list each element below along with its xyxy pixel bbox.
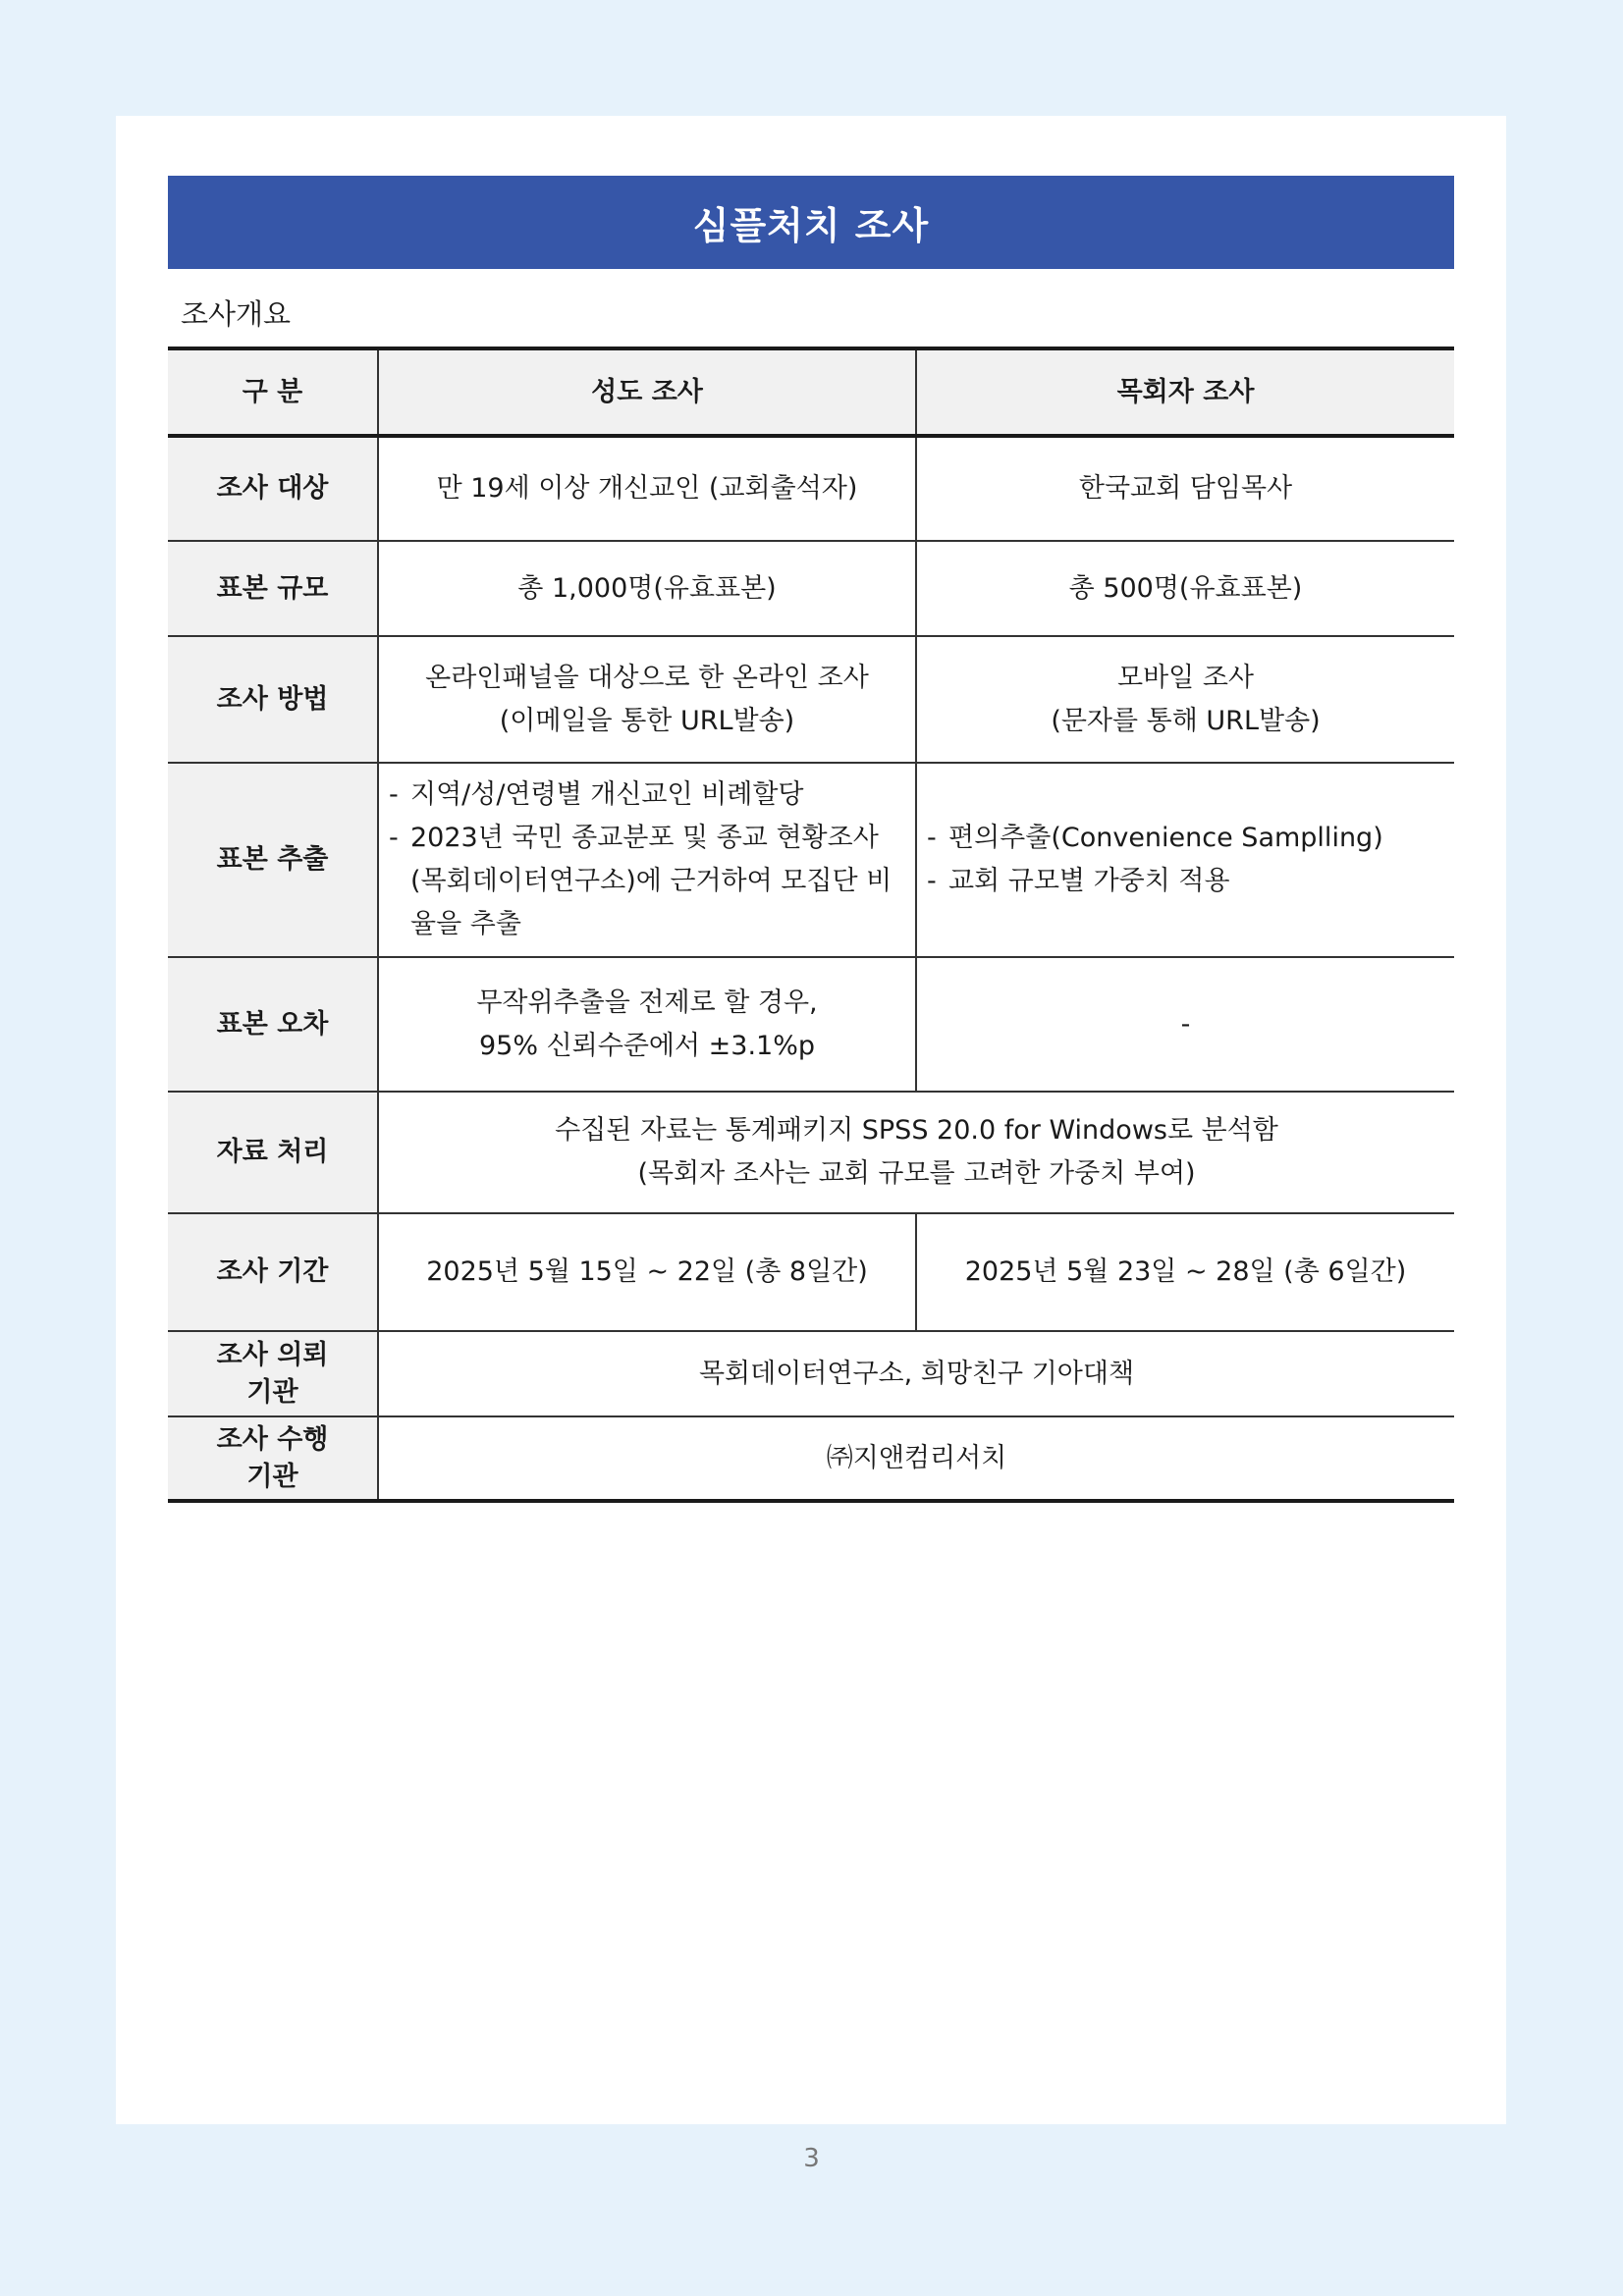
cell-line: 95% 신뢰수준에서 ±3.1%p bbox=[478, 1030, 816, 1061]
label-line: 기관 bbox=[246, 1376, 298, 1408]
row-label: 자료 처리 bbox=[168, 1092, 378, 1213]
row-label: 조사 기간 bbox=[168, 1213, 378, 1331]
list-item: - 교회 규모별 가중치 적용 bbox=[927, 860, 1444, 903]
header-pastor-survey: 목회자 조사 bbox=[916, 348, 1454, 436]
member-cell bbox=[378, 763, 916, 957]
merged-cell bbox=[378, 1092, 1454, 1213]
merged-cell: 목회데이터연구소, 희망친구 기아대책 bbox=[378, 1331, 1454, 1416]
pastor-cell: 2025년 5월 23일 ~ 28일 (총 6일간) bbox=[916, 1213, 1454, 1331]
row-label: 표본 규모 bbox=[168, 541, 378, 636]
table-row bbox=[168, 636, 1454, 763]
page-number: 3 bbox=[803, 2144, 820, 2173]
table-row bbox=[168, 1416, 1454, 1501]
pastor-cell bbox=[916, 636, 1454, 763]
header-member-survey: 성도 조사 bbox=[378, 348, 916, 436]
label-line: 기관 bbox=[246, 1461, 298, 1492]
table-row bbox=[168, 1213, 1454, 1331]
cell-line: (이메일을 통한 URL발송) bbox=[499, 705, 795, 736]
list-item: - 2023년 국민 종교분포 및 종교 현황조사(목회데이터연구소)에 근거하여 모집단 비율을 추출 bbox=[389, 817, 905, 946]
label-line: 조사 의뢰 bbox=[216, 1339, 329, 1370]
cell-line: 모바일 조사 bbox=[1117, 662, 1254, 693]
table-row bbox=[168, 1331, 1454, 1416]
table-row bbox=[168, 957, 1454, 1092]
row-label bbox=[168, 1331, 378, 1416]
table-header-row bbox=[168, 348, 1454, 436]
pastor-cell: - bbox=[916, 957, 1454, 1092]
member-cell: 2025년 5월 15일 ~ 22일 (총 8일간) bbox=[378, 1213, 916, 1331]
table-row bbox=[168, 763, 1454, 957]
bullet-list bbox=[927, 817, 1444, 903]
cell-line: 온라인패널을 대상으로 한 온라인 조사 bbox=[425, 662, 869, 693]
cell-line: 무작위추출을 전제로 할 경우, bbox=[476, 987, 818, 1018]
page-title: 심플처치 조사 bbox=[168, 176, 1454, 269]
pastor-cell: 총 500명(유효표본) bbox=[916, 541, 1454, 636]
table-row bbox=[168, 541, 1454, 636]
table-row bbox=[168, 1092, 1454, 1213]
row-label: 조사 방법 bbox=[168, 636, 378, 763]
table-row bbox=[168, 436, 1454, 541]
survey-overview-table bbox=[168, 347, 1454, 1503]
list-item: - 지역/성/연령별 개신교인 비례할당 bbox=[389, 774, 905, 817]
document-page bbox=[116, 116, 1506, 2124]
bullet-list bbox=[389, 774, 905, 946]
row-label: 조사 대상 bbox=[168, 436, 378, 541]
label-line: 조사 수행 bbox=[216, 1423, 329, 1455]
pastor-cell bbox=[916, 763, 1454, 957]
cell-line: (문자를 통해 URL발송) bbox=[1051, 705, 1321, 736]
merged-cell: ㈜지앤컴리서치 bbox=[378, 1416, 1454, 1501]
row-label: 표본 오차 bbox=[168, 957, 378, 1092]
cell-line: 수집된 자료는 통계패키지 SPSS 20.0 for Windows로 분석함 bbox=[555, 1115, 1278, 1146]
row-label: 표본 추출 bbox=[168, 763, 378, 957]
member-cell: 총 1,000명(유효표본) bbox=[378, 541, 916, 636]
section-label: 조사개요 bbox=[181, 297, 292, 331]
member-cell bbox=[378, 636, 916, 763]
header-category: 구 분 bbox=[168, 348, 378, 436]
member-cell: 만 19세 이상 개신교인 (교회출석자) bbox=[378, 436, 916, 541]
list-item: - 편의추출(Convenience Samplling) bbox=[927, 817, 1444, 860]
row-label bbox=[168, 1416, 378, 1501]
cell-line: (목회자 조사는 교회 규모를 고려한 가중치 부여) bbox=[637, 1158, 1196, 1189]
member-cell bbox=[378, 957, 916, 1092]
pastor-cell: 한국교회 담임목사 bbox=[916, 436, 1454, 541]
